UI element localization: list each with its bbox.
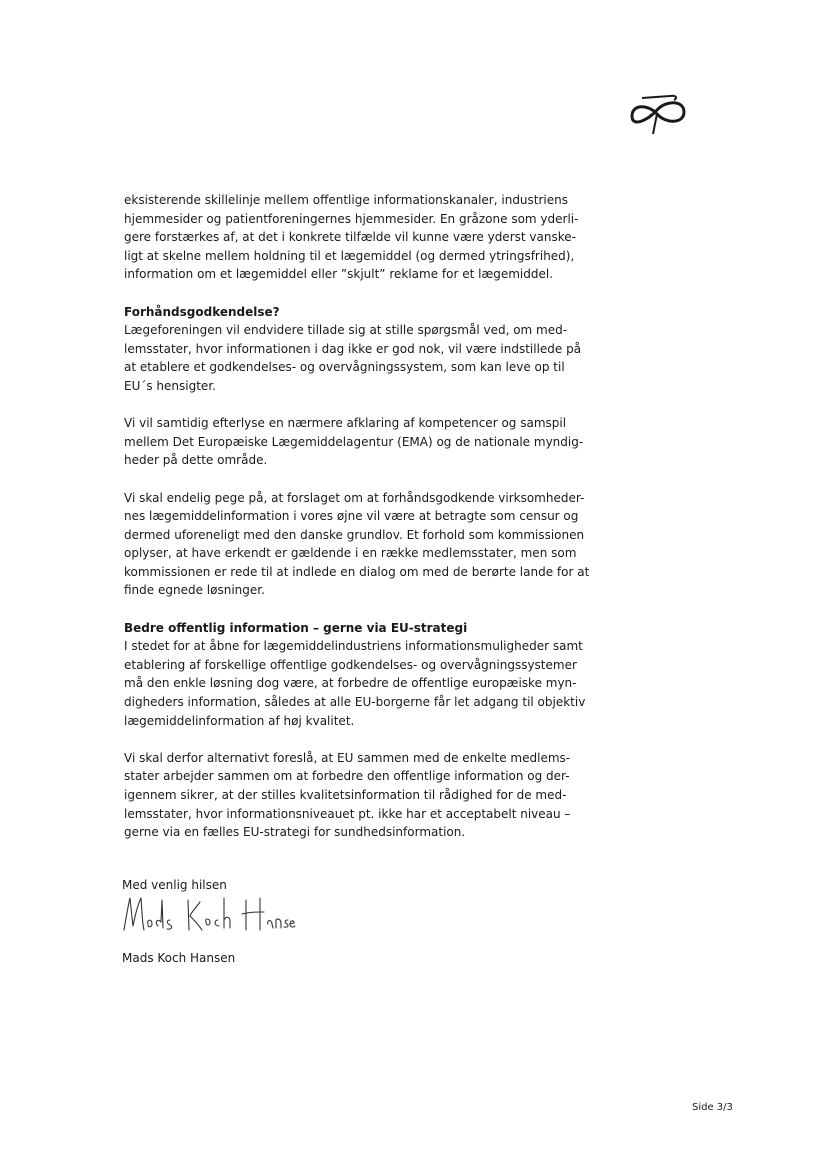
text-line: information om et lægemiddel eller ”skjult” reklame for et lægemiddel.	[124, 267, 554, 282]
text-line: kommissionen er rede til at indlede en dialog om med de berørte lande for at	[124, 564, 590, 579]
text-line: må den enkle løsning dog være, at forbedre de offentlige europæiske myn-	[124, 676, 577, 691]
text-line: Lægeforeningen vil endvidere tillade sig at stille spørgsmål ved, om med-	[124, 323, 568, 338]
text-line: finde egnede løsninger.	[124, 583, 265, 598]
intro-paragraph	[124, 191, 594, 284]
text-line: Vi skal derfor alternativt foreslå, at EU sammen med de enkelte medlems-	[124, 750, 571, 765]
text-line: lemsstater, hvor informationsniveauet pt. ikke har et acceptabelt niveau –	[124, 806, 571, 821]
letter-body	[124, 191, 594, 860]
section-bedre-information-p2	[124, 749, 594, 842]
text-line: lægemiddelinformation af høj kvalitet.	[124, 713, 355, 728]
section-bedre-information-p1	[124, 619, 594, 731]
text-line: ligt at skelne mellem holdning til et lægemiddel (og dermed ytringsfrihed),	[124, 248, 575, 263]
text-line: oplyser, at have erkendt er gældende i en række medlemsstater, men som	[124, 546, 577, 561]
snake-infinity-logo-icon	[626, 86, 688, 138]
section-forhaandsgodkendelse-p2	[124, 414, 594, 470]
section-forhaandsgodkendelse-p3	[124, 489, 594, 601]
text-line: mellem Det Europæiske Lægemiddelagentur (EMA) og de nationale myndig-	[124, 434, 584, 449]
text-line: lemsstater, hvor informationen i dag ikke er god nok, vil være indstillede på	[124, 341, 582, 356]
handwritten-signature	[118, 892, 298, 940]
text-line: heder på dette område.	[124, 453, 268, 468]
text-line: etablering af forskellige offentlige godkendelses- og overvågningssystemer	[124, 657, 577, 672]
text-line: gere forstærkes af, at det i konkrete tilfælde vil kunne være yderst vanske-	[124, 230, 576, 245]
text-line: hjemmesider og patientforeningernes hjemmesider. En gråzone som yderli-	[124, 211, 579, 226]
signer-name: Mads Koch Hansen	[122, 951, 236, 965]
section-heading: Bedre offentlig information – gerne via EU-strategi	[124, 620, 468, 635]
text-line: digheders information, således at alle EU-borgerne får let adgang til objektiv	[124, 695, 586, 710]
text-line: dermed uforeneligt med den danske grundlov. Et forhold som kommissionen	[124, 527, 585, 542]
closing-greeting: Med venlig hilsen	[122, 878, 227, 892]
text-line: gerne via en fælles EU-strategi for sundhedsinformation.	[124, 825, 466, 840]
section-heading: Forhåndsgodkendelse?	[124, 304, 280, 319]
page-number: Side 3/3	[692, 1102, 733, 1113]
text-line: at etablere et godkendelses- og overvågningssystem, som kan leve op til	[124, 360, 565, 375]
text-line: igennem sikrer, at der stilles kvalitetsinformation til rådighed for de med-	[124, 788, 567, 802]
section-forhaandsgodkendelse-p1	[124, 303, 594, 396]
text-line: nes lægemiddelinformation i vores øjne vil være at betragte som censur og	[124, 509, 579, 524]
text-line: I stedet for at åbne for lægemiddelindustriens informationsmuligheder samt	[124, 639, 583, 654]
text-line: Vi skal endelig pege på, at forslaget om at forhåndsgodkende virksomheder-	[124, 490, 585, 505]
text-line: EU´s hensigter.	[124, 378, 216, 393]
text-line: Vi vil samtidig efterlyse en nærmere afklaring af kompetencer og samspil	[124, 416, 567, 431]
text-line: eksisterende skillelinje mellem offentlige informationskanaler, industriens	[124, 193, 568, 207]
text-line: stater arbejder sammen om at forbedre den offentlige information og der-	[124, 769, 570, 784]
